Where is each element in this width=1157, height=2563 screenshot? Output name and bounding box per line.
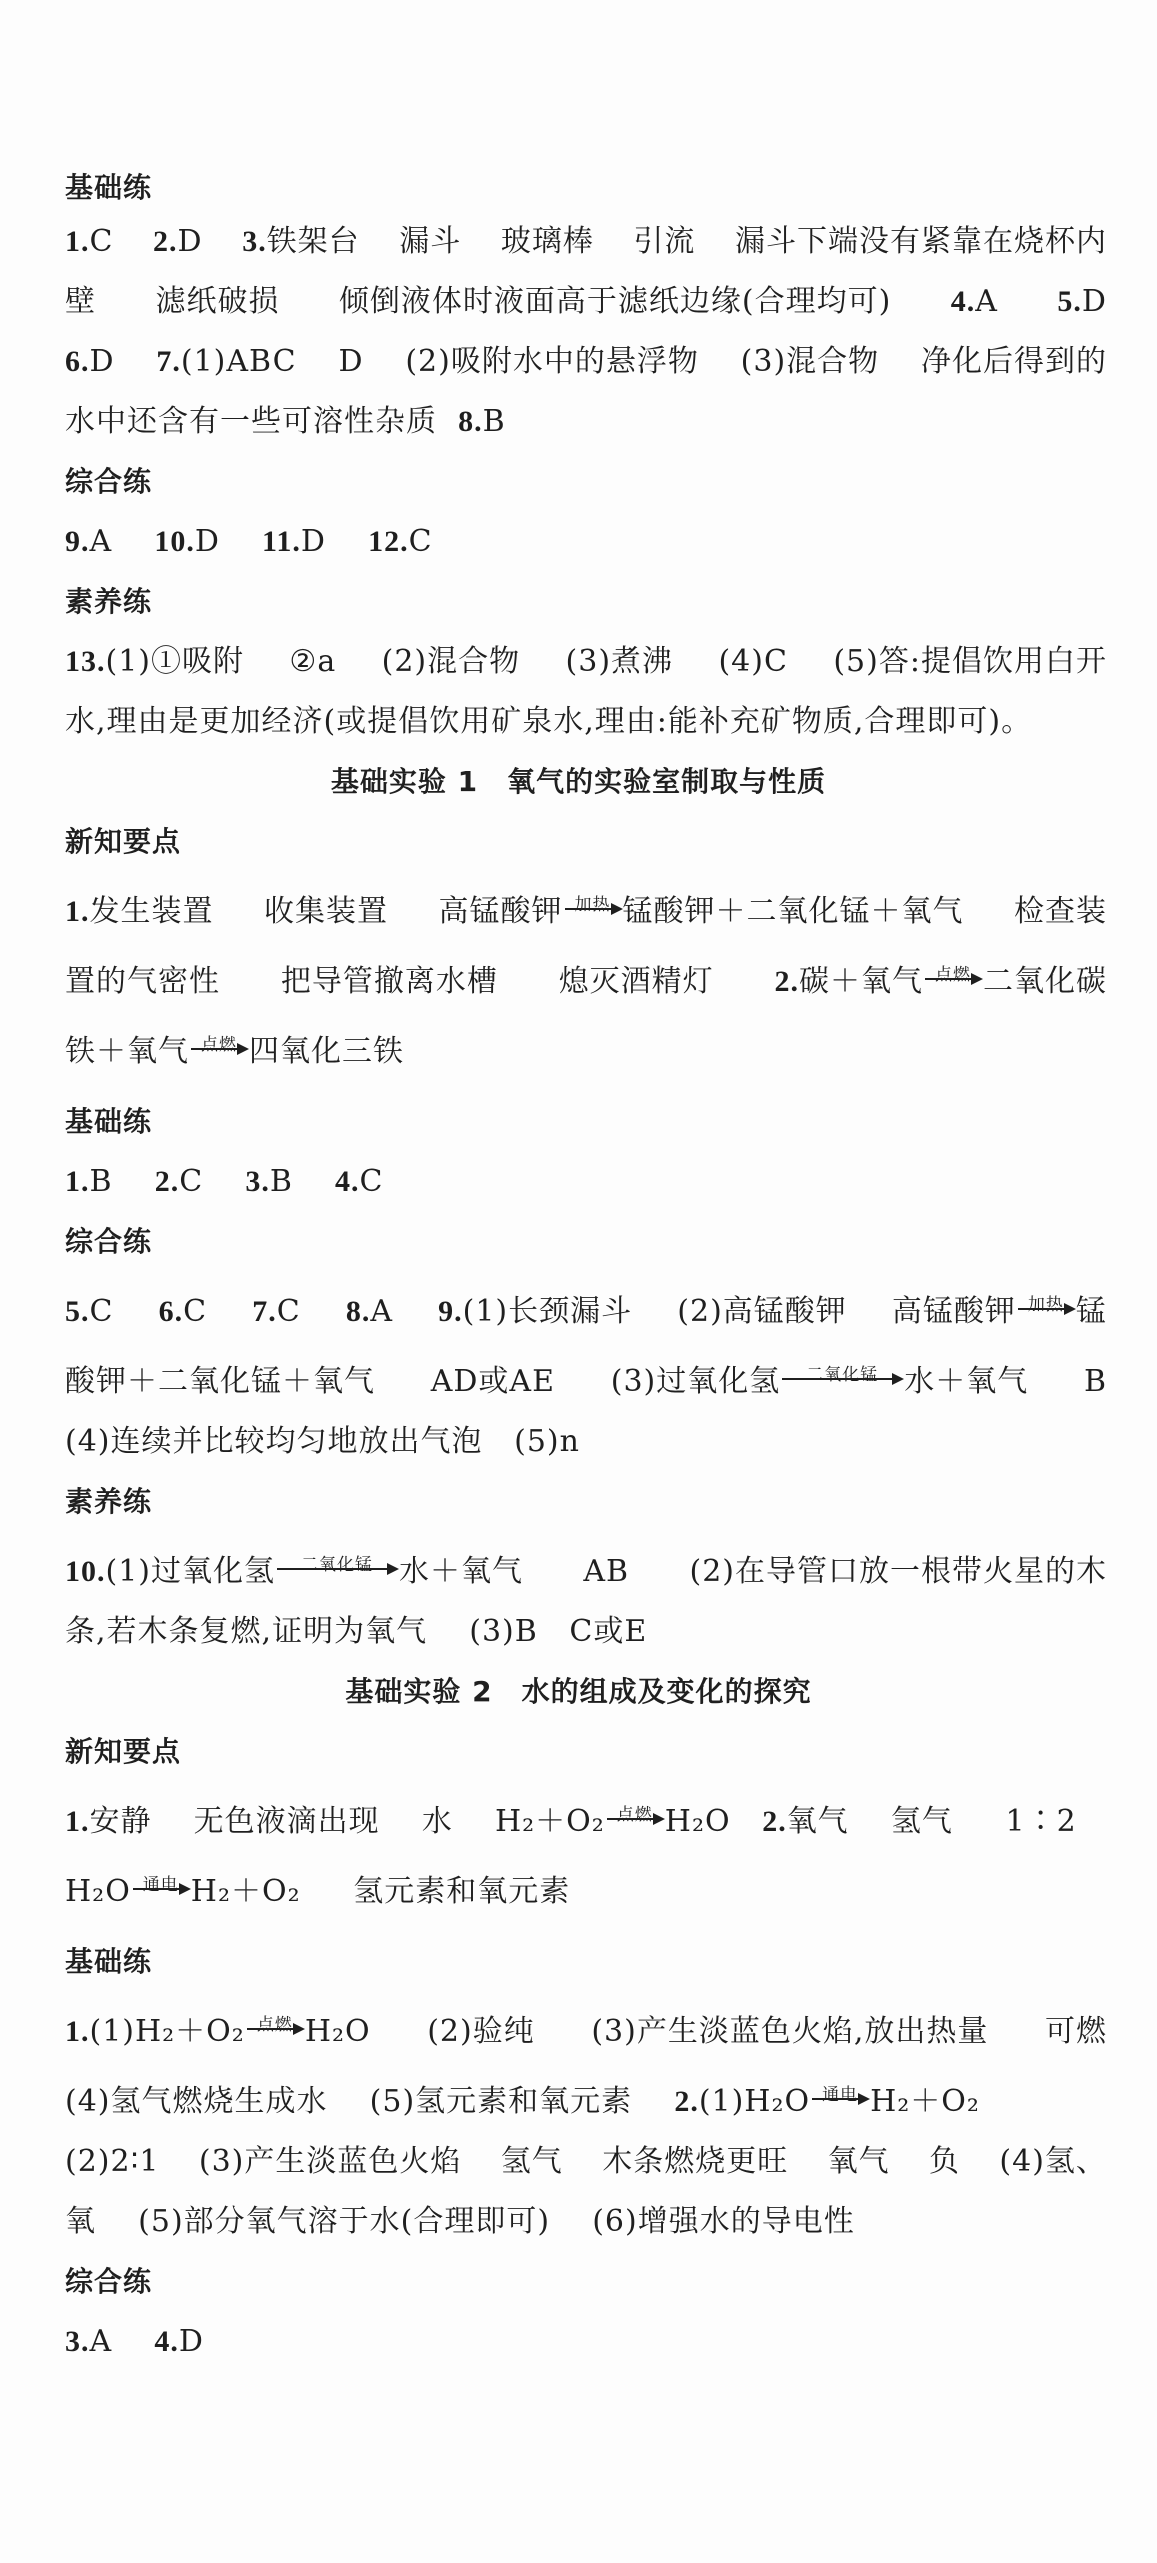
answer-line: 铁＋氧气 点燃 四氧化三铁 <box>65 1034 404 1069</box>
answer-line: 1.C 2.D 3.铁架台 漏斗 玻璃棒 引流 漏斗下端没有紧靠在烧杯内 <box>65 224 1107 259</box>
section-heading-new-knowledge: 新知要点 <box>65 1735 182 1768</box>
reaction-arrow: 点燃 <box>607 1815 663 1831</box>
section-heading-basic: 基础练 <box>65 171 153 204</box>
answer-line: 氧 (5)部分氧气溶于水(合理即可) (6)增强水的导电性 <box>65 2204 855 2239</box>
answer-line: 置的气密性 把导管撤离水槽 熄灭酒精灯 2.碳＋氧气 点燃 二氧化碳 <box>65 964 1107 999</box>
section-heading-basic: 基础练 <box>65 1105 153 1138</box>
reaction-arrow: 点燃 <box>191 1045 247 1061</box>
answer-line: 条,若木条复燃,证明为氧气 (3)B C或E <box>65 1614 648 1649</box>
answer-line: (4)连续并比较均匀地放出气泡 (5)n <box>65 1424 580 1459</box>
answer-line: 酸钾＋二氧化锰＋氧气 AD或AE (3)过氧化氢 二氧化锰 水＋氧气 B <box>65 1364 1107 1399</box>
answer-line: 水中还含有一些可溶性杂质 8.B <box>65 404 506 439</box>
section-heading-literacy: 素养练 <box>65 585 153 618</box>
answer-line: 10.(1)过氧化氢 二氧化锰 水＋氧气 AB (2)在导管口放一根带火星的木 <box>65 1554 1107 1589</box>
reaction-arrow: 二氧化锰 <box>782 1375 902 1391</box>
answer-line: H₂O 通电 H₂＋O₂ 氢元素和氧元素 <box>65 1874 571 1909</box>
reaction-arrow: 加热 <box>565 905 621 921</box>
reaction-arrow: 通电 <box>812 2095 868 2111</box>
answer-line: 1.B 2.C 3.B 4.C <box>65 1164 384 1199</box>
answer-line: (4)氢气燃烧生成水 (5)氢元素和氧元素 2.(1)H₂O 通电 H₂＋O₂ <box>65 2084 980 2119</box>
experiment-1-title: 基础实验 1 氧气的实验室制取与性质 <box>330 765 827 798</box>
reaction-arrow: 通电 <box>133 1885 189 1901</box>
answer-line: 3.A 4.D <box>65 2324 204 2359</box>
answer-line: 9.A 10.D 11.D 12.C <box>65 524 433 559</box>
section-heading-comprehensive: 综合练 <box>65 465 153 498</box>
answer-line: 1.(1)H₂＋O₂ 点燃 H₂O (2)验纯 (3)产生淡蓝色火焰,放出热量 可燃 <box>65 2014 1107 2049</box>
answer-line: 壁 滤纸破损 倾倒液体时液面高于滤纸边缘(合理均可) 4.A 5.D <box>65 284 1107 319</box>
answer-line: 6.D 7.(1)ABC D (2)吸附水中的悬浮物 (3)混合物 净化后得到的 <box>65 344 1107 379</box>
section-heading-comprehensive: 综合练 <box>65 2265 153 2298</box>
reaction-arrow: 二氧化锰 <box>277 1565 397 1581</box>
reaction-arrow: 点燃 <box>247 2025 303 2041</box>
section-heading-comprehensive: 综合练 <box>65 1225 153 1258</box>
reaction-arrow: 加热 <box>1018 1305 1074 1321</box>
section-heading-new-knowledge: 新知要点 <box>65 825 182 858</box>
answer-line: (2)2∶1 (3)产生淡蓝色火焰 氢气 木条燃烧更旺 氧气 负 (4)氢、 <box>65 2144 1107 2179</box>
answer-line: 1.安静 无色液滴出现 水 H₂＋O₂ 点燃 H₂O 2.氧气 氢气 1∶2 <box>65 1804 1077 1839</box>
experiment-2-title: 基础实验 2 水的组成及变化的探究 <box>345 1675 812 1708</box>
answer-line: 1.发生装置 收集装置 高锰酸钾 加热 锰酸钾＋二氧化锰＋氧气 检查装 <box>65 894 1107 929</box>
answer-line: 5.C 6.C 7.C 8.A 9.(1)长颈漏斗 (2)高锰酸钾 高锰酸钾 加热 锰 <box>65 1294 1107 1329</box>
section-heading-literacy: 素养练 <box>65 1485 153 1518</box>
answer-line: 水,理由是更加经济(或提倡饮用矿泉水,理由:能补充矿物质,合理即可)。 <box>65 704 1033 739</box>
reaction-arrow: 点燃 <box>925 975 981 991</box>
section-heading-basic: 基础练 <box>65 1945 153 1978</box>
answer-line: 13.(1)①吸附 ②a (2)混合物 (3)煮沸 (4)C (5)答:提倡饮用白开 <box>65 644 1107 679</box>
